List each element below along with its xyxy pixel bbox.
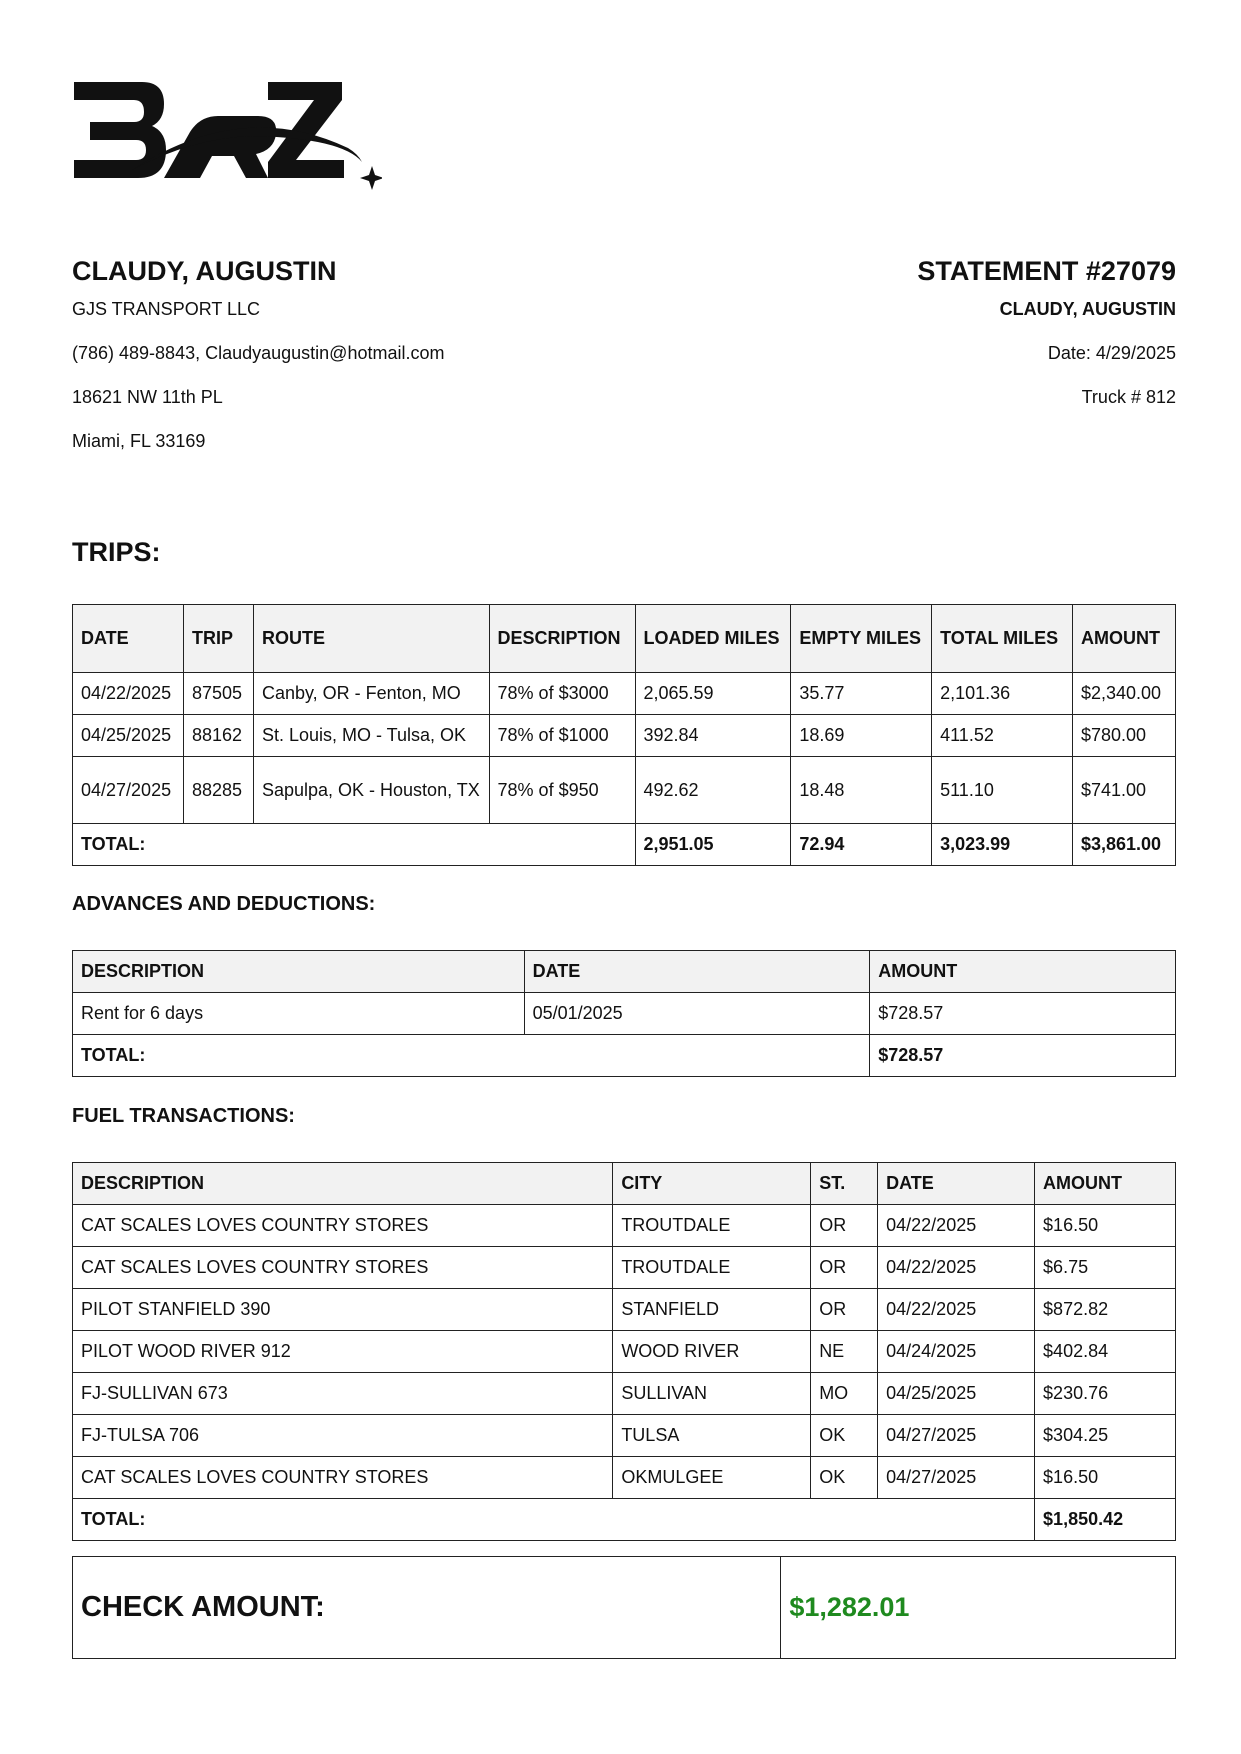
table-row	[73, 1289, 1176, 1331]
fuel-amount: $304.25	[1035, 1415, 1176, 1457]
trip-loaded-miles: 392.84	[635, 715, 791, 757]
fuel-header-city: CITY	[613, 1163, 811, 1205]
fuel-city: STANFIELD	[613, 1289, 811, 1331]
table-row	[73, 715, 1176, 757]
fuel-amount: $16.50	[1035, 1457, 1176, 1499]
fuel-table	[72, 1162, 1176, 1541]
statement-title: STATEMENT #27079	[917, 256, 1176, 286]
statement-date: Date: 4/29/2025	[1047, 343, 1176, 363]
advance-description: Rent for 6 days	[73, 993, 525, 1035]
table-row	[73, 673, 1176, 715]
fuel-city: TROUTDALE	[613, 1247, 811, 1289]
fuel-city: TULSA	[613, 1415, 811, 1457]
check-amount-row	[73, 1557, 1176, 1659]
trip-route: St. Louis, MO - Tulsa, OK	[253, 715, 489, 757]
trip-loaded-miles: 2,065.59	[635, 673, 791, 715]
fuel-description: CAT SCALES LOVES COUNTRY STORES	[73, 1457, 613, 1499]
trip-number: 88162	[183, 715, 253, 757]
trip-empty-miles: 35.77	[791, 673, 932, 715]
driver-info	[72, 255, 632, 463]
trip-description: 78% of $1000	[489, 715, 635, 757]
check-amount-box	[72, 1556, 1176, 1659]
check-amount-value: $1,282.01	[781, 1557, 1176, 1659]
trips-table	[72, 604, 1176, 866]
trips-total-amount: $3,861.00	[1072, 824, 1175, 866]
table-row	[73, 1373, 1176, 1415]
trip-route: Sapulpa, OK - Houston, TX	[253, 757, 489, 824]
fuel-amount: $872.82	[1035, 1289, 1176, 1331]
fuel-description: FJ-TULSA 706	[73, 1415, 613, 1457]
trip-total-miles: 411.52	[932, 715, 1073, 757]
trip-total-miles: 511.10	[932, 757, 1073, 824]
driver-address-line2: Miami, FL 33169	[72, 431, 206, 451]
advances-header-description: DESCRIPTION	[73, 951, 525, 993]
brz-logo-icon	[72, 78, 382, 190]
advances-total-label: TOTAL:	[73, 1035, 870, 1077]
fuel-state: MO	[811, 1373, 878, 1415]
fuel-state: OR	[811, 1205, 878, 1247]
trip-number: 87505	[183, 673, 253, 715]
fuel-amount: $230.76	[1035, 1373, 1176, 1415]
trips-header-loaded: LOADED MILES	[635, 605, 791, 673]
trips-total-empty: 72.94	[791, 824, 932, 866]
advances-total-amount: $728.57	[870, 1035, 1176, 1077]
fuel-header-amount: AMOUNT	[1035, 1163, 1176, 1205]
advances-title: ADVANCES AND DEDUCTIONS:	[72, 893, 376, 915]
fuel-state: OR	[811, 1247, 878, 1289]
fuel-total-amount: $1,850.42	[1035, 1499, 1176, 1541]
trip-amount: $741.00	[1072, 757, 1175, 824]
fuel-date: 04/22/2025	[878, 1247, 1035, 1289]
fuel-total-row	[73, 1499, 1176, 1541]
fuel-header-date: DATE	[878, 1163, 1035, 1205]
driver-contact: (786) 489-8843, Claudyaugustin@hotmail.com	[72, 343, 445, 363]
fuel-city: WOOD RIVER	[613, 1331, 811, 1373]
advances-table	[72, 950, 1176, 1077]
trip-amount: $2,340.00	[1072, 673, 1175, 715]
fuel-description: PILOT WOOD RIVER 912	[73, 1331, 613, 1373]
fuel-state: OK	[811, 1415, 878, 1457]
trips-total-label: TOTAL:	[73, 824, 636, 866]
trips-header-total: TOTAL MILES	[932, 605, 1073, 673]
fuel-description: CAT SCALES LOVES COUNTRY STORES	[73, 1205, 613, 1247]
trips-total-row	[73, 824, 1176, 866]
trips-total-loaded: 2,951.05	[635, 824, 791, 866]
fuel-header-row	[73, 1163, 1176, 1205]
fuel-header-description: DESCRIPTION	[73, 1163, 613, 1205]
fuel-title: FUEL TRANSACTIONS:	[72, 1105, 295, 1127]
trips-total-miles: 3,023.99	[932, 824, 1073, 866]
fuel-date: 04/27/2025	[878, 1415, 1035, 1457]
fuel-date: 04/27/2025	[878, 1457, 1035, 1499]
trips-header-route: ROUTE	[253, 605, 489, 673]
fuel-date: 04/24/2025	[878, 1331, 1035, 1373]
trip-description: 78% of $950	[489, 757, 635, 824]
fuel-date: 04/25/2025	[878, 1373, 1035, 1415]
trips-title: TRIPS:	[72, 537, 161, 567]
advance-date: 05/01/2025	[524, 993, 870, 1035]
table-row	[73, 1457, 1176, 1499]
table-row	[73, 1247, 1176, 1289]
advances-header-amount: AMOUNT	[870, 951, 1176, 993]
statement-truck: Truck # 812	[1081, 387, 1176, 407]
fuel-date: 04/22/2025	[878, 1205, 1035, 1247]
trip-empty-miles: 18.48	[791, 757, 932, 824]
fuel-total-label: TOTAL:	[73, 1499, 1035, 1541]
fuel-description: CAT SCALES LOVES COUNTRY STORES	[73, 1247, 613, 1289]
trip-date: 04/25/2025	[73, 715, 184, 757]
fuel-state: OR	[811, 1289, 878, 1331]
table-row	[73, 993, 1176, 1035]
advance-amount: $728.57	[870, 993, 1176, 1035]
statement-name: CLAUDY, AUGUSTIN	[999, 299, 1176, 319]
driver-address-line1: 18621 NW 11th PL	[72, 387, 223, 407]
advances-header-date: DATE	[524, 951, 870, 993]
trips-header-amount: AMOUNT	[1072, 605, 1175, 673]
fuel-description: PILOT STANFIELD 390	[73, 1289, 613, 1331]
statement-info	[616, 255, 1176, 419]
trips-header-row	[73, 605, 1176, 673]
trip-date: 04/27/2025	[73, 757, 184, 824]
fuel-amount: $6.75	[1035, 1247, 1176, 1289]
trip-empty-miles: 18.69	[791, 715, 932, 757]
trip-loaded-miles: 492.62	[635, 757, 791, 824]
trip-number: 88285	[183, 757, 253, 824]
fuel-city: TROUTDALE	[613, 1205, 811, 1247]
advances-header-row	[73, 951, 1176, 993]
trips-header-trip: TRIP	[183, 605, 253, 673]
table-row	[73, 1331, 1176, 1373]
fuel-state: OK	[811, 1457, 878, 1499]
driver-company: GJS TRANSPORT LLC	[72, 299, 261, 319]
trips-header-date: DATE	[73, 605, 184, 673]
trip-date: 04/22/2025	[73, 673, 184, 715]
trip-amount: $780.00	[1072, 715, 1175, 757]
driver-name: CLAUDY, AUGUSTIN	[72, 256, 337, 286]
fuel-header-state: ST.	[811, 1163, 878, 1205]
fuel-date: 04/22/2025	[878, 1289, 1035, 1331]
trip-route: Canby, OR - Fenton, MO	[253, 673, 489, 715]
fuel-description: FJ-SULLIVAN 673	[73, 1373, 613, 1415]
trip-description: 78% of $3000	[489, 673, 635, 715]
trips-header-description: DESCRIPTION	[489, 605, 635, 673]
fuel-amount: $16.50	[1035, 1205, 1176, 1247]
fuel-city: SULLIVAN	[613, 1373, 811, 1415]
table-row	[73, 1205, 1176, 1247]
trips-header-empty: EMPTY MILES	[791, 605, 932, 673]
fuel-city: OKMULGEE	[613, 1457, 811, 1499]
table-row	[73, 1415, 1176, 1457]
trip-total-miles: 2,101.36	[932, 673, 1073, 715]
check-amount-label: CHECK AMOUNT:	[73, 1557, 781, 1659]
table-row	[73, 757, 1176, 824]
fuel-state: NE	[811, 1331, 878, 1373]
fuel-amount: $402.84	[1035, 1331, 1176, 1373]
advances-total-row	[73, 1035, 1176, 1077]
